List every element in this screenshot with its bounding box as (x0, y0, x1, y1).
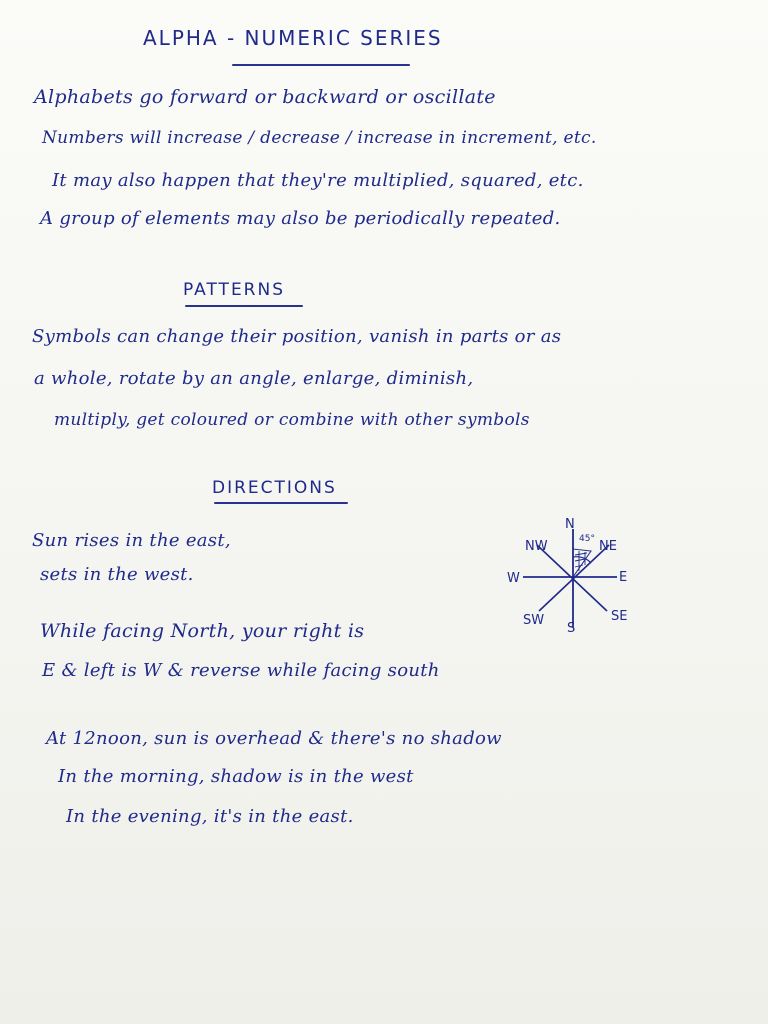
series-line-1: Alphabets go forward or backward or oscillate (34, 86, 496, 108)
evening-shadow-line: In the evening, it's in the east. (66, 806, 354, 827)
directions-heading: DIRECTIONS (212, 478, 337, 498)
compass-label-nw: NW (525, 539, 548, 554)
patterns-line-1: Symbols can change their position, vanish in parts or as (32, 326, 562, 347)
noon-shadow-line: At 12noon, sun is overhead & there's no shadow (46, 728, 502, 749)
compass-label-n: N (565, 517, 575, 532)
compass-label-sw: SW (523, 613, 545, 628)
patterns-line-3: multiply, get coloured or combine with other symbols (54, 410, 530, 430)
patterns-heading: PATTERNS (183, 280, 286, 300)
sun-rises-line: Sun rises in the east, (32, 530, 231, 551)
facing-north-line: While facing North, your right is (40, 620, 365, 642)
directions-underline (214, 502, 348, 504)
compass-label-angle: 45° (579, 534, 595, 544)
patterns-line-2: a whole, rotate by an angle, enlarge, diminish, (34, 368, 474, 389)
compass-label-se: SE (611, 609, 628, 624)
facing-south-line: E & left is W & reverse while facing south (42, 660, 440, 681)
title-underline (232, 64, 410, 66)
compass-label-s: S (567, 621, 576, 636)
morning-shadow-line: In the morning, shadow is in the west (58, 766, 414, 787)
page-title: ALPHA - NUMERIC SERIES (143, 26, 443, 50)
compass-label-w: W (507, 571, 520, 586)
series-line-3: It may also happen that they're multiplied, squared, etc. (52, 170, 584, 191)
compass-diagram (495, 515, 665, 640)
series-line-4: A group of elements may also be periodically repeated. (40, 208, 561, 229)
patterns-underline (185, 305, 303, 307)
compass-label-ne: NE (599, 539, 617, 554)
series-line-2: Numbers will increase / decrease / increase in increment, etc. (42, 128, 597, 148)
sun-sets-line: sets in the west. (40, 564, 194, 585)
compass-label-e: E (619, 570, 628, 585)
